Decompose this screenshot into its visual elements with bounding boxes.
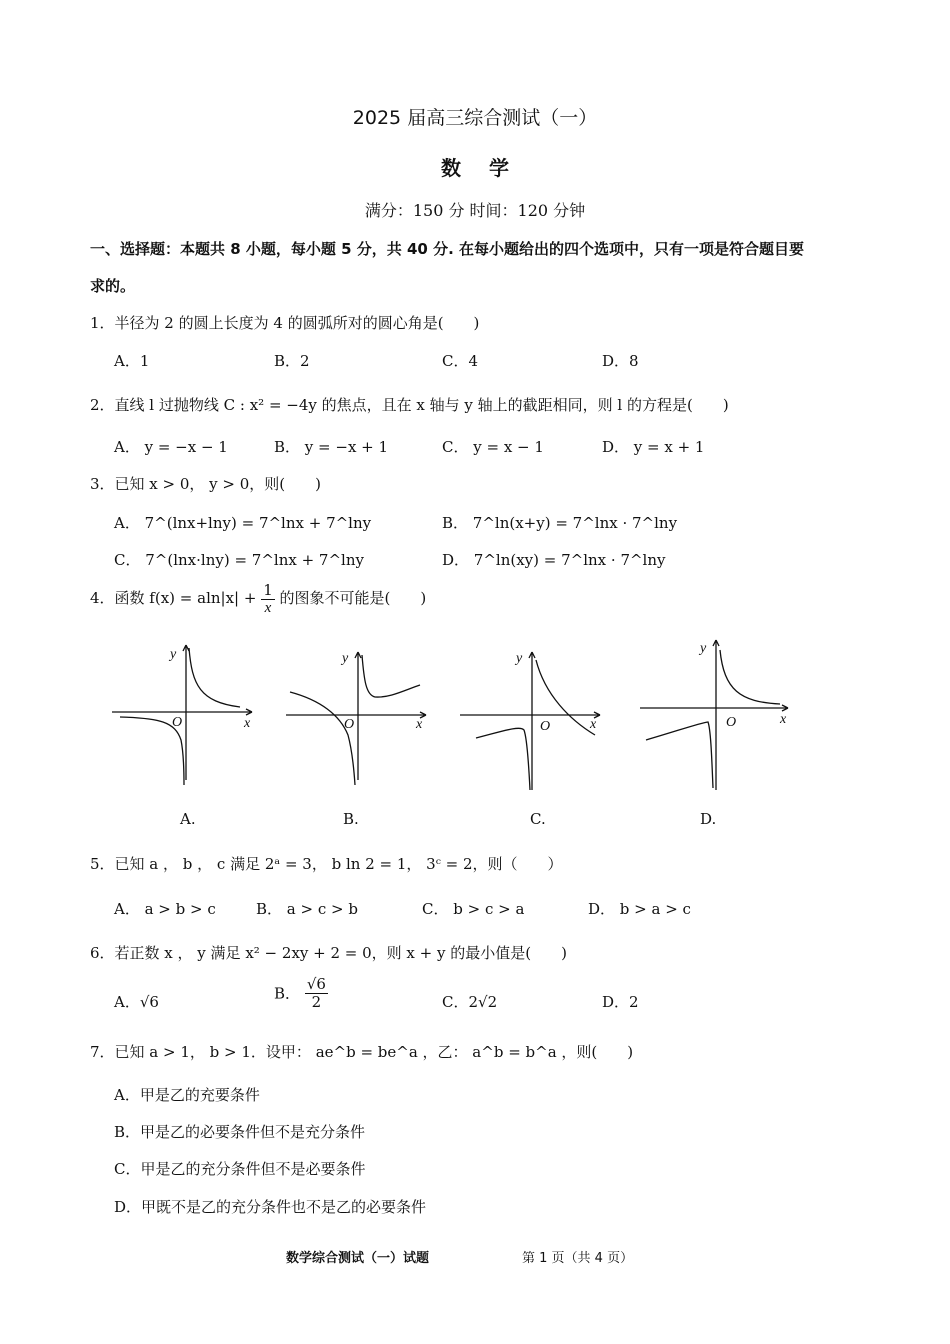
q5-option-b: B． a > c > b <box>256 900 358 918</box>
q7-option-c: C．甲是乙的充分条件但不是必要条件 <box>114 1160 366 1178</box>
graph-a-x-label: x <box>244 716 251 731</box>
q5-option-d: D． b > a > c <box>588 900 691 918</box>
graph-a-y-label: y <box>170 647 177 662</box>
graph-d <box>640 640 788 790</box>
graph-c <box>460 652 600 790</box>
graph-a-origin: O <box>172 715 183 730</box>
section-heading-line2: 求的。 <box>90 277 136 295</box>
exam-title: 2025 届高三综合测试（一） <box>352 107 598 129</box>
q2-option-a: A． y = −x − 1 <box>114 438 228 456</box>
q4-frac-num: 1 <box>263 581 273 599</box>
q6-option-b <box>274 976 328 1010</box>
footer-title: 数学综合测试（一）试题 <box>286 1251 430 1266</box>
q6-option-b-fraction <box>305 976 328 1010</box>
graph-b-origin: O <box>344 717 355 732</box>
q1-option-d: D．8 <box>602 352 639 370</box>
q6-option-b-den: 2 <box>311 992 322 1011</box>
question-5-stem: 5．已知 a ， b ， c 满足 2ᵃ = 3， b ln 2 = 1， 3ᶜ = 2，则（ ） <box>90 855 563 873</box>
graph-b <box>286 652 426 785</box>
graph-d-origin: O <box>726 715 737 730</box>
graph-c-origin: O <box>540 719 551 734</box>
graph-b-y-label: y <box>342 651 349 666</box>
graph-label-c: C. <box>530 810 546 828</box>
graph-label-b: B. <box>343 810 359 828</box>
q6-option-c: C．2√2 <box>442 993 498 1011</box>
q6-option-d: D．2 <box>602 993 639 1011</box>
q4-graphs <box>100 630 820 800</box>
graph-d-x-label: x <box>780 712 787 727</box>
section-heading-line1: 一、选择题：本题共 8 小题，每小题 5 分，共 40 分. 在每小题给出的四个选项中，只有一项是符合题目要 <box>90 240 805 258</box>
q3-option-b: B． 7^ln(x+y) = 7^lnx · 7^lny <box>442 514 678 532</box>
q7-option-d: D．甲既不是乙的充分条件也不是乙的必要条件 <box>114 1198 427 1216</box>
q7-option-b: B．甲是乙的必要条件但不是充分条件 <box>114 1123 366 1141</box>
q4-stem-pre: 4．函数 f(x) = aln|x| + <box>90 589 257 607</box>
q1-option-c: C．4 <box>442 352 479 370</box>
q2-option-c: C． y = x − 1 <box>442 438 544 456</box>
graph-c-x-label: x <box>590 717 597 732</box>
q5-option-c: C． b > c > a <box>422 900 525 918</box>
subject-title: 数学 <box>441 156 537 180</box>
q3-option-d: D． 7^ln(xy) = 7^lnx · 7^lny <box>442 551 666 569</box>
question-3-stem: 3．已知 x > 0， y > 0，则( ) <box>90 475 322 493</box>
q6-option-b-num: √6 <box>306 975 326 993</box>
q4-fraction <box>261 582 275 616</box>
question-2-stem: 2．直线 l 过抛物线 C : x² = −4y 的焦点，且在 x 轴与 y 轴上的截距相同，则 l 的方程是( ) <box>90 396 729 414</box>
q3-option-a: A． 7^(lnx+lny) = 7^lnx + 7^lny <box>114 514 372 532</box>
graph-c-y-label: y <box>516 651 523 666</box>
q4-stem-post: 的图象不可能是( ) <box>279 589 427 607</box>
q6-option-a: A．√6 <box>114 993 159 1011</box>
score-time-line: 满分：150 分 时间：120 分钟 <box>364 201 586 220</box>
question-6-stem: 6．若正数 x ， y 满足 x² − 2xy + 2 = 0，则 x + y 的最小值是( ) <box>90 944 567 962</box>
graph-label-a: A. <box>180 810 196 828</box>
q7-option-a: A．甲是乙的充要条件 <box>114 1086 260 1104</box>
q6-option-b-label: B． <box>274 984 301 1003</box>
q2-option-d: D． y = x + 1 <box>602 438 705 456</box>
graph-label-d: D. <box>700 810 717 828</box>
q4-frac-den: x <box>264 599 272 616</box>
question-7-stem: 7．已知 a > 1， b > 1．设甲： ae^b = be^a ，乙： a^b = b^a ，则( ) <box>90 1043 634 1061</box>
footer-page-number: 第 1 页（共 4 页） <box>522 1251 634 1266</box>
q1-option-a: A．1 <box>114 352 150 370</box>
q3-option-c: C． 7^(lnx·lny) = 7^lnx + 7^lny <box>114 551 364 569</box>
question-1-stem: 1．半径为 2 的圆上长度为 4 的圆弧所对的圆心角是( ) <box>90 314 480 332</box>
question-4-stem <box>90 582 426 616</box>
q2-option-b: B． y = −x + 1 <box>274 438 389 456</box>
q1-option-b: B．2 <box>274 352 310 370</box>
graph-b-x-label: x <box>416 717 423 732</box>
graph-d-y-label: y <box>700 641 707 656</box>
q5-option-a: A． a > b > c <box>114 900 216 918</box>
